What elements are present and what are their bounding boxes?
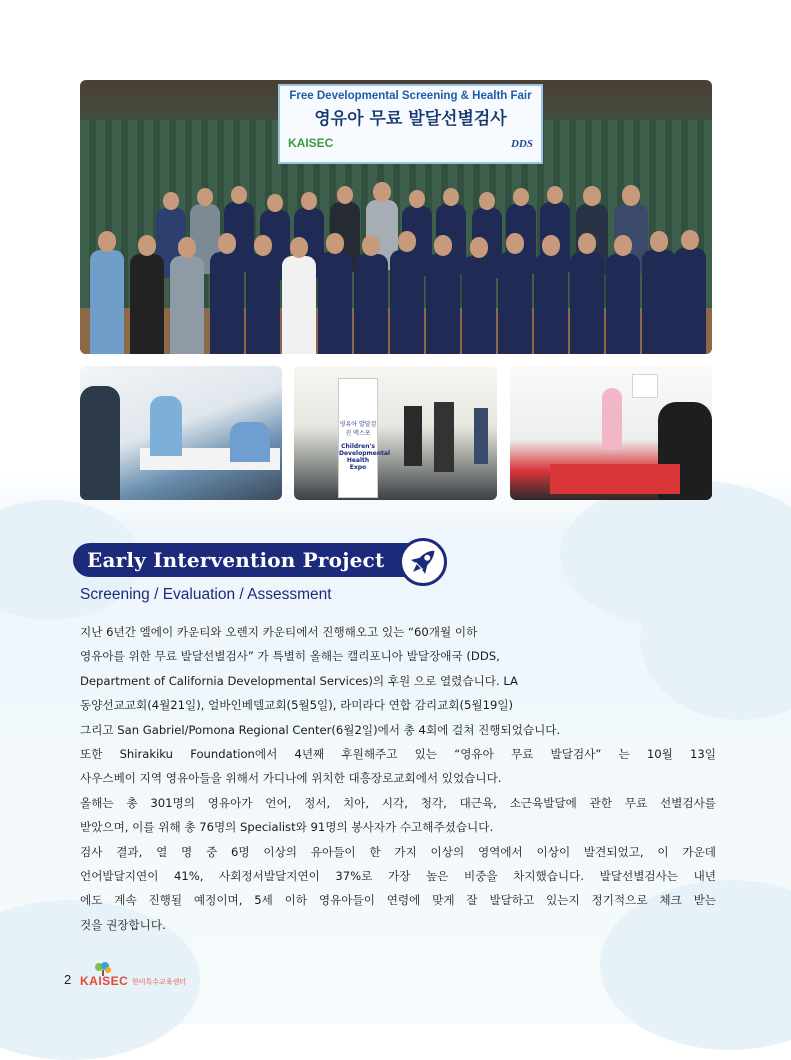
- article-body: [80, 620, 716, 937]
- person: [498, 252, 532, 354]
- body-line: Department of California Developmental Services)의 후원 으로 열렸습니다. LA: [80, 673, 518, 688]
- person: [434, 402, 454, 472]
- person-head: [681, 230, 699, 249]
- person-head: [434, 235, 453, 255]
- screening-photo-1: [80, 366, 282, 500]
- person-head: [362, 235, 381, 255]
- person: [390, 250, 424, 354]
- person-head: [163, 192, 180, 210]
- person-head: [326, 233, 345, 253]
- body-line: 영유아를 위한 무료 발달선별검사” 가 특별히 올해는 캘리포니아 발달장애국 (DDS,: [80, 649, 500, 664]
- person-head: [409, 190, 426, 208]
- event-banner: [278, 84, 543, 164]
- expo-sign-en: Children's Developmental Health Expo: [339, 443, 391, 471]
- person: [246, 254, 280, 354]
- person: [534, 254, 568, 354]
- person-head: [197, 188, 214, 206]
- person-head: [98, 231, 117, 251]
- person-head: [337, 186, 354, 204]
- person-head: [583, 186, 601, 205]
- footer-org-name: 한미특수교육센터: [132, 978, 187, 986]
- expo-sign: [338, 378, 391, 498]
- banner-kaisec-logo: KAISEC: [288, 136, 334, 150]
- person-head: [614, 235, 633, 255]
- person-head: [290, 237, 309, 257]
- person-head: [506, 233, 525, 253]
- person: [282, 256, 316, 354]
- body-line: 동양선교교회(4월21일), 얼바인베델교회(5월5일), 라미라다 연합 감리교회(5월19일): [80, 698, 514, 713]
- person: [210, 252, 244, 354]
- person-head: [398, 231, 417, 251]
- person: [674, 248, 706, 354]
- person-head: [547, 186, 564, 204]
- person: [642, 250, 676, 354]
- section-heading: [73, 538, 455, 582]
- footer-logo: KAISEC: [80, 974, 129, 988]
- group-of-people: [86, 198, 706, 354]
- person-head: [301, 192, 318, 210]
- body-line: 사우스베이 지역 영유아들을 위해서 가디나에 위치한 대흥장로교회에서 있었습니다.: [80, 771, 502, 786]
- body-line: 올해는 총 301명의 영유아가 언어, 정서, 치아, 시각, 청각, 대근육, 소근육발달에 관한 무료 선별검사를: [80, 795, 716, 810]
- banner-title-en: Free Developmental Screening & Health Fair: [289, 90, 532, 102]
- body-line: 언어발달지연이 41%, 사회정서발달지연이 37%로 가장 높은 비중을 차지했습니다. 발달선별검사는 내년: [80, 868, 716, 883]
- person-head: [513, 188, 530, 206]
- body-line: 것을 권장합니다.: [80, 917, 166, 932]
- person-head: [231, 186, 248, 204]
- person: [170, 256, 204, 354]
- body-line: 지난 6년간 엘에이 카운티와 오렌지 카운티에서 진행해오고 있는 “60개월 이하: [80, 625, 478, 639]
- person-head: [650, 231, 669, 251]
- banner-dds-logo: DDS: [510, 138, 533, 150]
- table: [550, 464, 680, 494]
- person: [150, 396, 182, 456]
- person-head: [138, 235, 157, 255]
- person: [570, 252, 604, 354]
- person: [354, 254, 388, 354]
- person-head: [178, 237, 197, 257]
- person: [474, 408, 488, 464]
- body-line: 받았으며, 이를 위해 총 76명의 Specialist와 91명의 봉사자가 수고해주셨습니다.: [80, 820, 494, 835]
- section-subtitle: Screening / Evaluation / Assessment: [80, 586, 332, 603]
- person-head: [267, 194, 284, 212]
- person-head: [542, 235, 561, 255]
- person: [318, 252, 352, 354]
- person: [426, 254, 460, 354]
- person-head: [218, 233, 237, 253]
- person-head: [443, 188, 460, 206]
- rocket-badge: [399, 538, 447, 586]
- person: [80, 386, 120, 500]
- person-head: [470, 237, 489, 257]
- section-title: Early Intervention Project: [87, 548, 385, 572]
- rocket-icon: [402, 541, 444, 583]
- person-head: [622, 185, 641, 205]
- page-number: 2: [64, 972, 72, 987]
- body-line: 또한 Shirakiku Foundation에서 4년째 후원해주고 있는 “영유아 무료 발달검사” 는 10월 13일: [80, 746, 716, 761]
- screening-photo-2: [294, 366, 497, 500]
- group-photo: [80, 80, 712, 354]
- expo-sign-ko: 영유아 발달검진 엑스포: [339, 421, 377, 437]
- body-line: 그리고 San Gabriel/Pomona Regional Center(6월2일)에서 총 4회에 걸쳐 진행되었습니다.: [80, 722, 561, 737]
- eye-chart: [632, 374, 658, 398]
- person-head: [254, 235, 273, 255]
- screening-photo-3: [510, 366, 712, 500]
- person-head: [578, 233, 597, 253]
- body-line: 검사 결과, 열 명 중 6명 이상의 유아들이 한 가지 이상의 영역에서 이상이 발견되었고, 이 가운데: [80, 844, 716, 859]
- person: [404, 406, 422, 466]
- person: [230, 422, 270, 462]
- person: [90, 250, 124, 354]
- child: [602, 388, 622, 450]
- person-head: [479, 192, 496, 210]
- person: [462, 256, 496, 354]
- person: [606, 254, 640, 354]
- person-head: [373, 182, 391, 201]
- body-line: 에도 계속 진행될 예정이며, 5세 이하 영유아들이 연령에 맞게 잘 발달하고 있는지 정기적으로 체크 받는: [80, 893, 716, 908]
- person: [130, 254, 164, 354]
- banner-title-ko: 영유아 무료 발달선별검사: [314, 109, 507, 129]
